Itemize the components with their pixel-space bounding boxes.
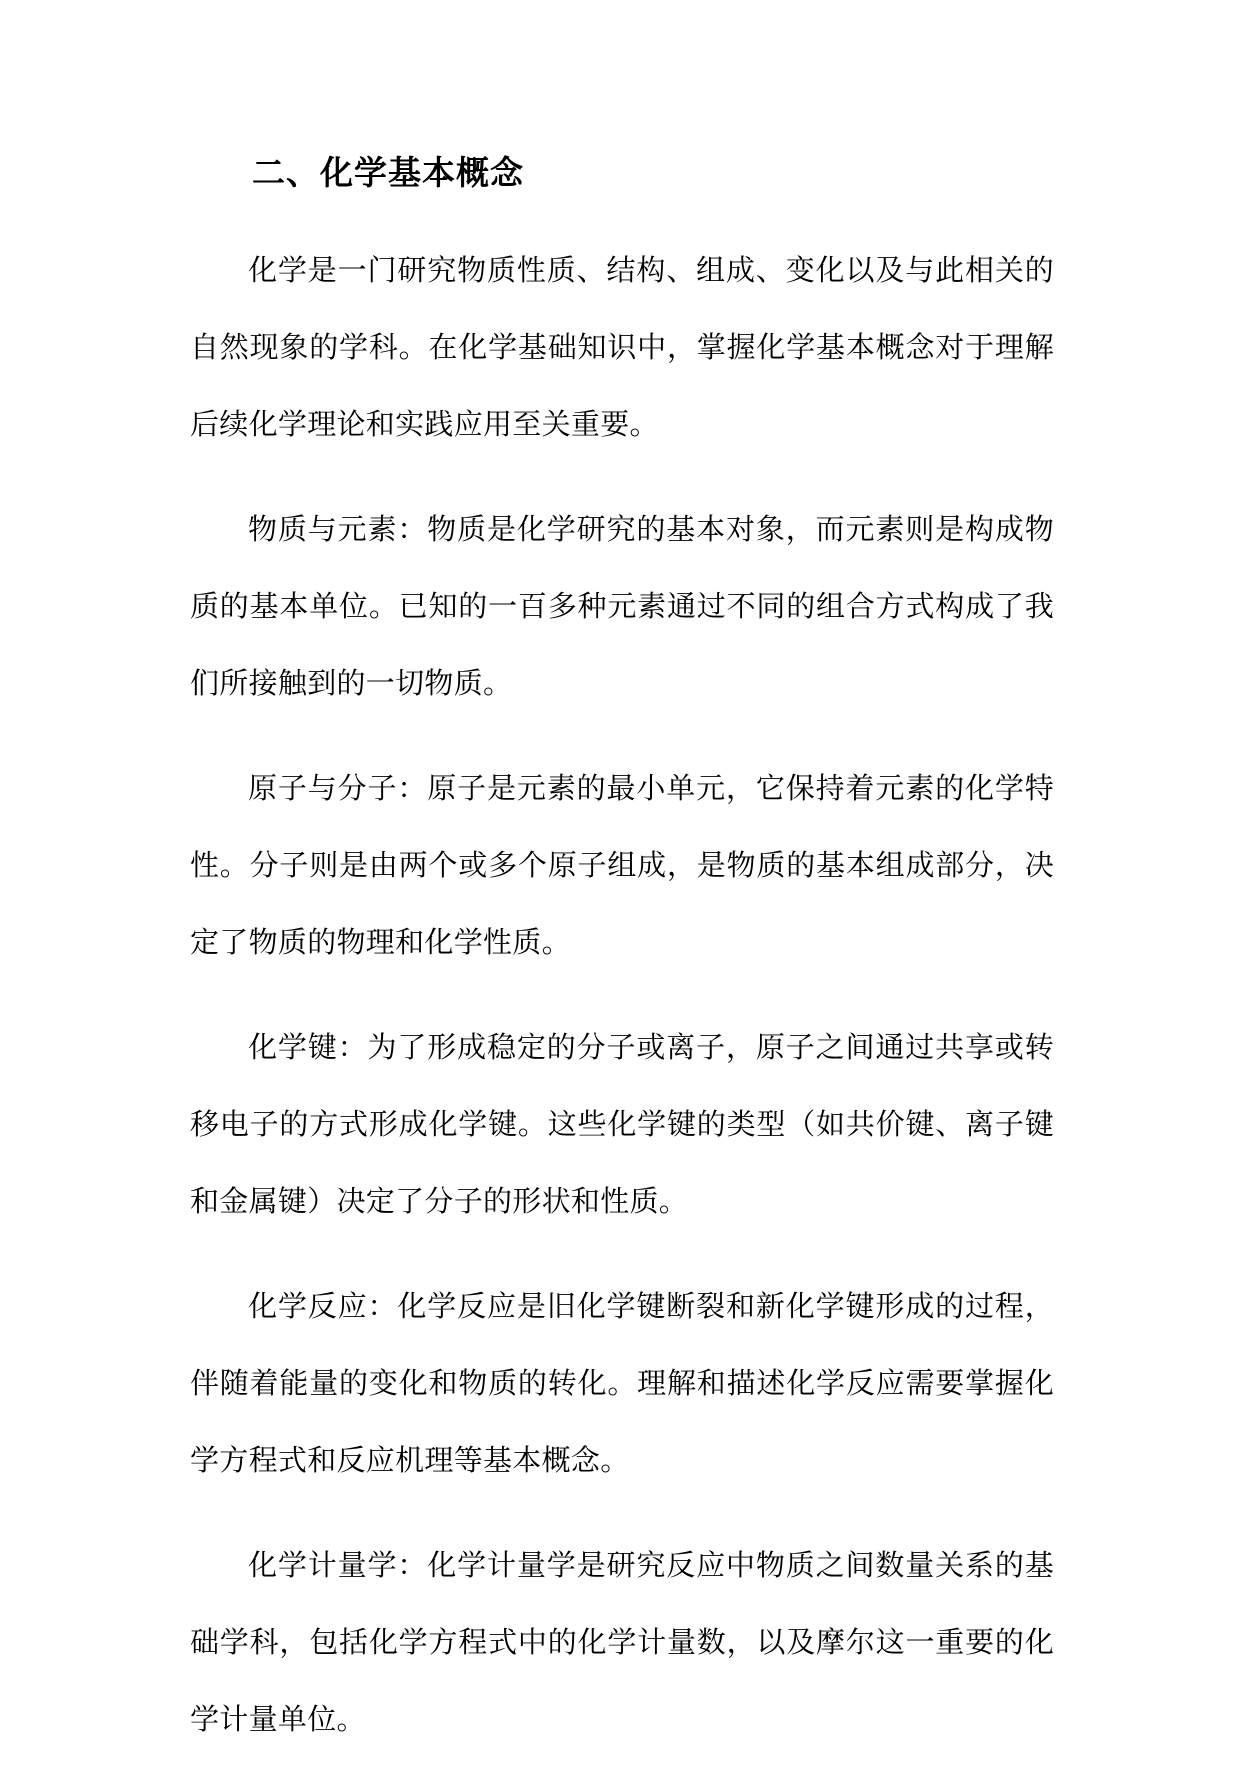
paragraph-matter-elements: 物质与元素：物质是化学研究的基本对象，而元素则是构成物质的基本单位。已知的一百多种元素通过不同的组合方式构成了我们所接触到的一切物质。: [190, 512, 1054, 700]
paragraph-chemical-reactions: 化学反应：化学反应是旧化学键断裂和新化学键形成的过程，伴随着能量的变化和物质的转化。理解和描述化学反应需要掌握化学方程式和反应机理等基本概念。: [190, 1289, 1054, 1477]
paragraph-atoms-molecules: 原子与分子：原子是元素的最小单元，它保持着元素的化学特性。分子则是由两个或多个原子组成，是物质的基本组成部分，决定了物质的物理和化学性质。: [190, 771, 1054, 959]
paragraph-stoichiometry: 化学计量学：化学计量学是研究反应中物质之间数量关系的基础学科，包括化学方程式中的化学计量数，以及摩尔这一重要的化学计量单位。: [190, 1548, 1054, 1736]
paragraph-intro: 化学是一门研究物质性质、结构、组成、变化以及与此相关的自然现象的学科。在化学基础知识中，掌握化学基本概念对于理解后续化学理论和实践应用至关重要。: [190, 253, 1054, 441]
section-heading: 二、化学基本概念: [252, 153, 524, 192]
body-text: [190, 232, 1054, 1786]
paragraph-chemical-bonds: 化学键：为了形成稳定的分子或离子，原子之间通过共享或转移电子的方式形成化学键。这些化学键的类型（如共价键、离子键和金属键）决定了分子的形状和性质。: [190, 1030, 1054, 1218]
